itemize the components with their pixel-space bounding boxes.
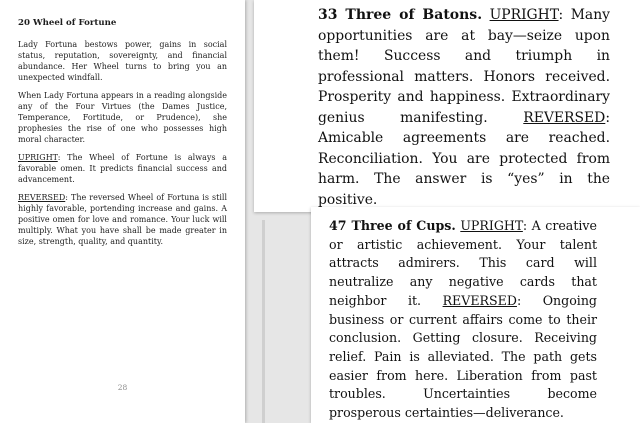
upright-label: UPRIGHT — [18, 153, 58, 163]
card-entry-three-of-cups — [329, 217, 597, 423]
paragraph-virtues: When Lady Fortuna appears in a reading alongside any of the Four Virtues (the Dames Justice, Temperance, Fortitude, or Prudence), she prophesies the rise of one who possesses high moral character. — [18, 91, 227, 145]
paragraph-intro: Lady Fortuna bestows power, gains in social status, reputation, sovereignty, and financial abundance. Her Wheel turns to bring you an unexpected windfall. — [18, 40, 227, 83]
upright-text: : The Wheel of Fortune is always a favorable omen. It predicts financial success and advancement. — [18, 153, 227, 185]
reversed-text: : Ongoing business or current affairs come to their conclusion. Getting closure. Receiving relief. Pain is alleviated. The path gets easier from here. Liberation from past troubles. Uncertainties become prosperous certainties—deliverance. — [329, 292, 597, 421]
page-divider — [262, 220, 265, 423]
upright-text: : Many opportunities are at bay—seize upon them! Success and triumph in professional matters. Honors received. Prosperity and happiness. Extraordinary genius manifesting. — [318, 7, 610, 126]
upright-label: UPRIGHT — [489, 7, 559, 23]
reversed-text: : The reversed Wheel of Fortuna is still highly favorable, portending increase and gains. A positive omen for love and romance. Your luck will multiply. What you have shall be made greater in size, strength, quality, and quantity. — [18, 193, 227, 247]
upright-text: : A creative or artistic achievement. Your talent attracts admirers. This card will neutralize any negative cards that neighbor it. — [329, 218, 597, 308]
card-entry-three-of-batons — [318, 5, 610, 210]
upright-label: UPRIGHT — [460, 218, 523, 233]
card-title: 47 Three of Cups. — [329, 218, 456, 233]
paragraph-upright — [18, 152, 227, 185]
reversed-label: REVERSED — [18, 193, 66, 203]
left-page-content — [18, 18, 227, 254]
page-number: 28 — [117, 383, 128, 392]
reversed-text: : Amicable agreements are reached. Reconciliation. You are protected from harm. The answer is “yes” in the positive. — [318, 109, 610, 208]
paragraph-reversed — [18, 192, 227, 247]
reversed-label: REVERSED — [523, 109, 606, 126]
card-heading-wheel-of-fortune: 20 Wheel of Fortune — [18, 18, 117, 28]
card-title: 33 Three of Batons. — [318, 7, 483, 23]
reversed-label: REVERSED — [442, 292, 517, 308]
